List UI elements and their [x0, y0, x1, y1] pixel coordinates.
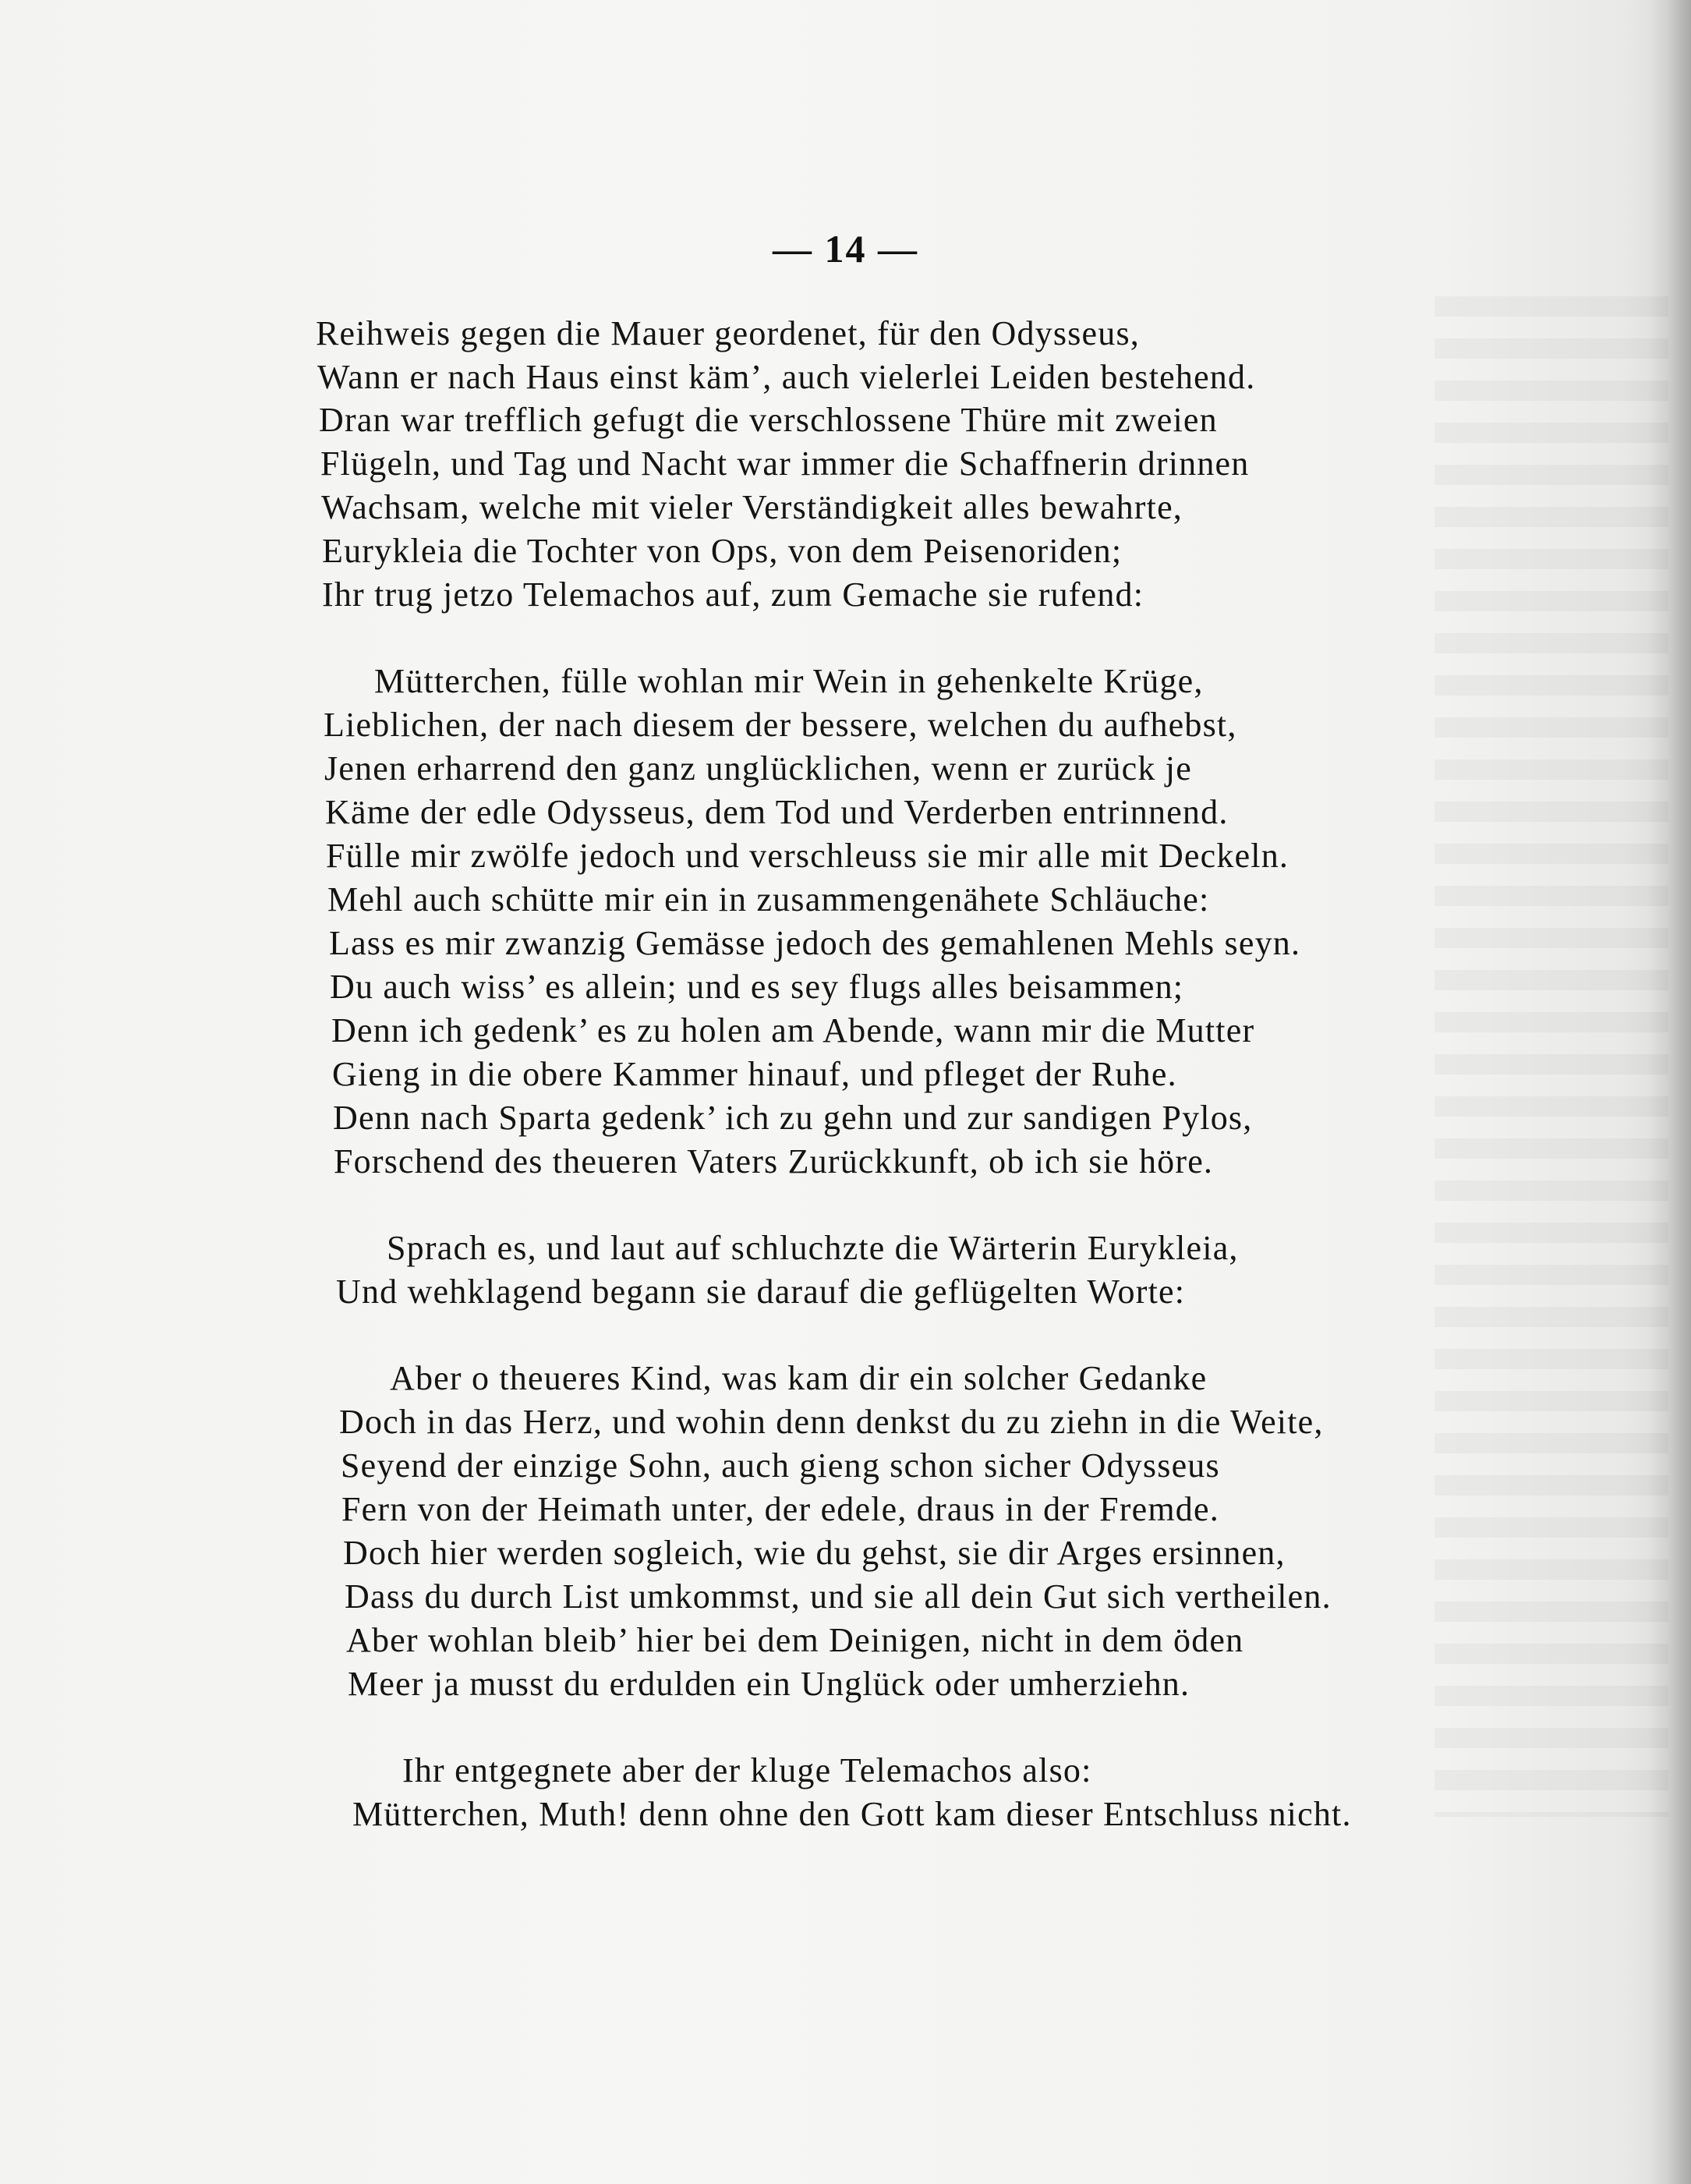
verse-line: Mütterchen, fülle wohlan mir Wein in gehenkelte Krüge,: [374, 662, 1204, 700]
verse-line: Mütterchen, Muth! denn ohne den Gott kam dieser Entschluss nicht.: [352, 1795, 1352, 1833]
verse-line: Eurykleia die Tochter von Ops, von dem Peisenoriden;: [322, 532, 1123, 570]
verse-line: Du auch wiss’ es allein; und es sey flugs alles beisammen;: [330, 968, 1184, 1006]
verse-line: Aber wohlan bleib’ hier bei dem Deinigen, nicht in dem öden: [346, 1621, 1244, 1659]
verse-line: Meer ja musst du erdulden ein Unglück oder umherziehn.: [348, 1665, 1190, 1703]
verse-line: Und wehklagend begann sie darauf die geflügelten Worte:: [336, 1273, 1186, 1311]
verse-line: Lieblichen, der nach diesem der bessere, welchen du aufhebst,: [324, 706, 1237, 744]
verse-line: Käme der edle Odysseus, dem Tod und Verderben entrinnend.: [325, 793, 1229, 831]
verse-line: Denn ich gedenk’ es zu holen am Abende, wann mir die Mutter: [331, 1011, 1255, 1050]
page-edge-shadow: [1648, 0, 1691, 2184]
verse-line: Mehl auch schütte mir ein in zusammengenähete Schläuche:: [327, 880, 1210, 919]
page-number: — 14 —: [773, 227, 918, 271]
verse-line: Fülle mir zwölfe jedoch und verschleuss sie mir alle mit Deckeln.: [326, 837, 1289, 875]
verse-line: Ihr trug jetzo Telemachos auf, zum Gemache sie rufend:: [322, 575, 1144, 614]
verse-line: Reihweis gegen die Mauer geordenet, für den Odysseus,: [316, 314, 1140, 352]
verse-line: Denn nach Sparta gedenk’ ich zu gehn und zur sandigen Pylos,: [333, 1099, 1253, 1137]
verse-line: Forschend des theueren Vaters Zurückkunft, ob ich sie höre.: [334, 1142, 1214, 1180]
verse-line: Wachsam, welche mit vieler Verständigkeit alles bewahrte,: [321, 488, 1183, 526]
verse-line: Gieng in die obere Kammer hinauf, und pfleget der Ruhe.: [332, 1055, 1177, 1093]
verse-line: Flügeln, und Tag und Nacht war immer die Schaffnerin drinnen: [320, 444, 1250, 483]
verse-line: Doch hier werden sogleich, wie du gehst, sie dir Arges ersinnen,: [343, 1534, 1286, 1572]
verse-line: Ihr entgegnete aber der kluge Telemachos also:: [402, 1751, 1092, 1789]
verse-line: Aber o theueres Kind, was kam dir ein solcher Gedanke: [390, 1359, 1208, 1397]
verse-line: Fern von der Heimath unter, der edele, draus in der Fremde.: [341, 1490, 1219, 1528]
verse-line: Seyend der einzige Sohn, auch gieng schon sicher Odysseus: [341, 1446, 1220, 1485]
verse-line: Wann er nach Haus einst käm’, auch vielerlei Leiden bestehend.: [317, 358, 1256, 396]
show-through-text: [1435, 296, 1668, 1817]
verse-line: Doch in das Herz, und wohin denn denkst du zu ziehn in die Weite,: [339, 1403, 1324, 1441]
verse-line: Jenen erharrend den ganz unglücklichen, wenn er zurück je: [324, 749, 1192, 788]
verse-line: Dass du durch List umkommst, und sie all dein Gut sich vertheilen.: [345, 1577, 1332, 1616]
verse-line: Dran war trefflich gefugt die verschlossene Thüre mit zweien: [319, 401, 1218, 439]
verse-line: Lass es mir zwanzig Gemässe jedoch des gemahlenen Mehls seyn.: [329, 924, 1301, 962]
verse-line: Sprach es, und laut auf schluchzte die Wärterin Eurykleia,: [387, 1229, 1239, 1267]
